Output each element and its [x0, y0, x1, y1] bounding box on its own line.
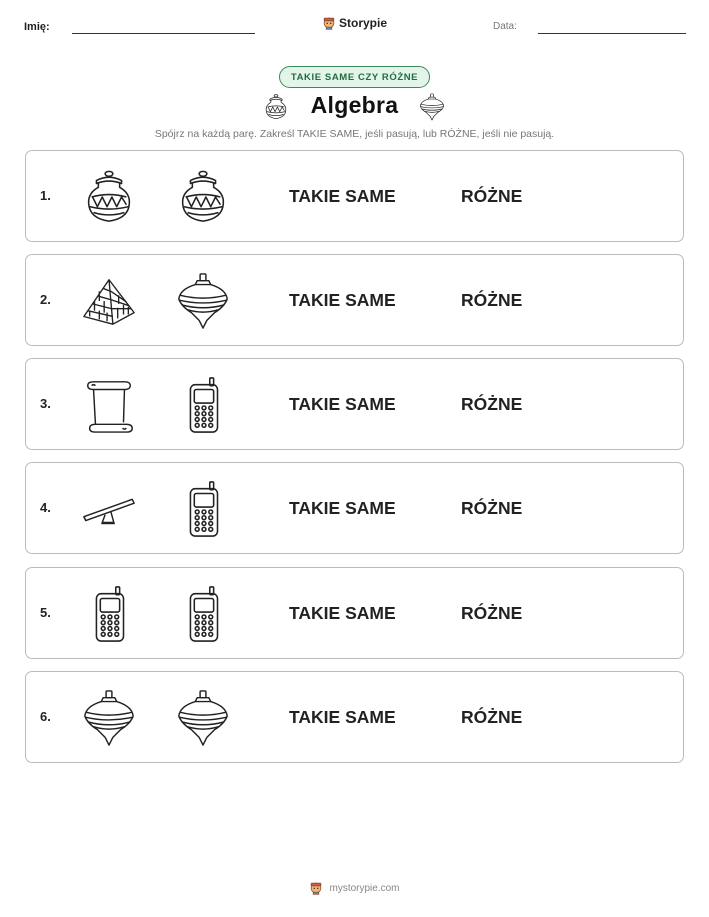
- left-picture: [78, 584, 140, 644]
- option-different[interactable]: RÓŻNE: [461, 707, 523, 727]
- right-picture: [172, 375, 234, 435]
- worksheet-header: [0, 14, 709, 44]
- left-picture: [78, 375, 140, 435]
- date-line[interactable]: [538, 33, 686, 34]
- right-picture: [172, 271, 234, 331]
- footer: [0, 880, 709, 896]
- title-area: [0, 92, 709, 124]
- option-different[interactable]: RÓŻNE: [461, 394, 523, 414]
- name-line[interactable]: [72, 33, 255, 34]
- cellphone-icon: [174, 585, 232, 643]
- storypie-mascot-icon: [309, 880, 323, 896]
- scroll-icon: [80, 376, 138, 434]
- option-same[interactable]: TAKIE SAME: [289, 186, 396, 206]
- instructions-text: Spójrz na każdą parę. Zakreśl TAKIE SAME, jeśli pasują, lub RÓŻNE, jeśli nie pasują.: [154, 128, 555, 140]
- name-label: Imię:: [24, 21, 50, 33]
- option-same[interactable]: TAKIE SAME: [289, 498, 396, 518]
- right-picture: [172, 167, 234, 227]
- storypie-mascot-icon: [322, 15, 336, 31]
- row-number: 2.: [40, 292, 51, 307]
- option-different[interactable]: RÓŻNE: [461, 186, 523, 206]
- spinning-top-icon: [174, 689, 232, 747]
- jar-icon: [174, 168, 232, 226]
- right-picture: [172, 584, 234, 644]
- row-number: 4.: [40, 500, 51, 515]
- option-same[interactable]: TAKIE SAME: [289, 603, 396, 623]
- jar-icon: [80, 168, 138, 226]
- brand-logo: [322, 14, 387, 32]
- brand-name: Storypie: [339, 16, 388, 30]
- option-same[interactable]: TAKIE SAME: [289, 394, 396, 414]
- option-same[interactable]: TAKIE SAME: [289, 290, 396, 310]
- row-number: 5.: [40, 605, 51, 620]
- row-number: 6.: [40, 709, 51, 724]
- option-same[interactable]: TAKIE SAME: [289, 707, 396, 727]
- cellphone-icon: [174, 480, 232, 538]
- right-picture: [172, 479, 234, 539]
- spinning-top-icon: [174, 272, 232, 330]
- exercise-row: [25, 254, 684, 346]
- exercise-row: [25, 462, 684, 554]
- right-picture: [172, 688, 234, 748]
- exercise-row: [25, 671, 684, 763]
- row-number: 1.: [40, 188, 51, 203]
- footer-url: mystorypie.com: [329, 882, 400, 894]
- seesaw-icon: [80, 480, 138, 538]
- left-picture: [78, 688, 140, 748]
- worksheet-type-badge: TAKIE SAME CZY RÓŻNE: [279, 66, 430, 88]
- exercise-row: [25, 567, 684, 659]
- cellphone-icon: [174, 376, 232, 434]
- date-label: Data:: [493, 21, 517, 32]
- option-different[interactable]: RÓŻNE: [461, 603, 523, 623]
- page-title: Algebra: [310, 92, 399, 118]
- spinning-top-icon: [80, 689, 138, 747]
- left-picture: [78, 167, 140, 227]
- cellphone-icon: [80, 585, 138, 643]
- exercise-row: [25, 358, 684, 450]
- left-picture: [78, 271, 140, 331]
- row-number: 3.: [40, 396, 51, 411]
- option-different[interactable]: RÓŻNE: [461, 290, 523, 310]
- left-picture: [78, 479, 140, 539]
- option-different[interactable]: RÓŻNE: [461, 498, 523, 518]
- exercise-row: [25, 150, 684, 242]
- spinning-top-icon: [418, 92, 446, 122]
- pyramid-icon: [80, 272, 138, 330]
